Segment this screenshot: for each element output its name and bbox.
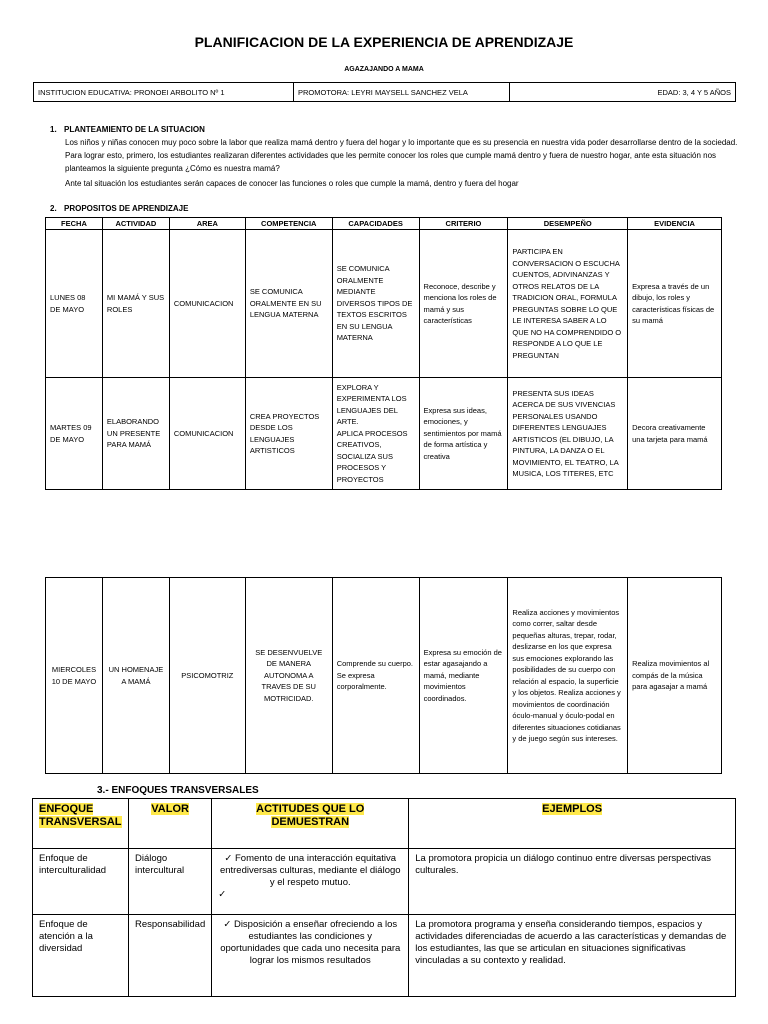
col-area: AREA: [169, 218, 245, 230]
section3-heading: 3.- ENFOQUES TRANSVERSALES: [97, 785, 259, 796]
fecha-cell: MARTES 09 DE MAYO: [46, 378, 103, 490]
competencia-cell: SE COMUNICA ORALMENTE EN SU LENGUA MATERNA: [245, 230, 332, 378]
enfoques-table: [32, 798, 736, 997]
check-icon: ✓: [218, 889, 227, 900]
criterio-cell: Reconoce, describe y menciona los roles de mamá y sus características: [419, 230, 508, 378]
section2-number: 2.: [50, 204, 57, 213]
competencia-cell: CREA PROYECTOS DESDE LOS LENGUAJES ARTISTICOS: [245, 378, 332, 490]
capacidades-cell: SE COMUNICA ORALMENTE MEDIANTE DIVERSOS TIPOS DE TEXTOS ESCRITOS EN SU LENGUA MATERNA: [332, 230, 419, 378]
section1-number: 1.: [50, 125, 57, 134]
enfoque-cell: Enfoque de atención a la diversidad: [33, 915, 129, 997]
area-cell: COMUNICACION: [169, 230, 245, 378]
section1-text2: Ante tal situación los estudiantes serán capaces de conocer las funciones o roles que cumple la mamá, dentro y fuera del hogar: [65, 179, 519, 188]
table-row: [46, 578, 722, 774]
actitudes-cell: [212, 849, 409, 915]
desempeno-cell: Realiza acciones y movimientos como correr, saltar desde pequeñas alturas, trepar, rodar, deslizarse en los que expresa sus emociones explorando las posibilidades de su cuerpo con relación al espacio, la superficie y los objetos. Realiza acciones y movimientos de coordinación óculo-manual y óculo-podal en diferentes situaciones cotidianas y de juego según sus intereses.: [508, 578, 628, 774]
subtitle: AGAZAJANDO A MAMA: [344, 66, 424, 73]
col-desempeno: DESEMPEÑO: [508, 218, 628, 230]
propositos-table: [45, 217, 722, 490]
promotora-cell: PROMOTORA: LEYRI MAYSELL SANCHEZ VELA: [294, 83, 510, 102]
actividad-cell: UN HOMENAJE A MAMÁ: [102, 578, 169, 774]
competencia-cell: SE DESENVUELVE DE MANERA AUTONOMA A TRAVES DE SU MOTRICIDAD.: [245, 578, 332, 774]
col-competencia: COMPETENCIA: [245, 218, 332, 230]
col-ejemplos: EJEMPLOS: [542, 803, 603, 815]
section1-text: Los niños y niñas conocen muy poco sobre la labor que realiza mamá dentro y fuera del hogar y lo importante que es su presencia en nuestra vida poder desarrollarse dentro de la sociedad. Para lograr esto, primero, los estudiantes realizaran diferentes actividades que les permite conocer los roles que cumple mamá dentro y fuera de nuestro hogar, ante esta situación nos planteamos la siguiente pregunta ¿Cómo es nuestra mamá?: [65, 138, 738, 173]
area-cell: PSICOMOTRIZ: [169, 578, 245, 774]
evidencia-cell: Expresa a través de un dibujo, los roles y características físicas de su mamá: [628, 230, 722, 378]
fecha-cell: LUNES 08 DE MAYO: [46, 230, 103, 378]
enfoque-cell: Enfoque de interculturalidad: [33, 849, 129, 915]
valor-cell: Diálogo intercultural: [129, 849, 212, 915]
fecha-cell: MIERCOLES 10 DE MAYO: [46, 578, 103, 774]
criterio-cell: Expresa su emoción de estar agasajando a mamá, mediante movimientos coordinados.: [419, 578, 508, 774]
section2-heading: PROPOSITOS DE APRENDIZAJE: [64, 204, 189, 213]
col-actividad: ACTIVIDAD: [102, 218, 169, 230]
institucion-cell: INSTITUCION EDUCATIVA: PRONOEI ARBOLITO Nº 1: [34, 83, 294, 102]
info-table: [33, 82, 736, 102]
table-row: [46, 230, 722, 378]
capacidades-cell: Comprende su cuerpo. Se expresa corporalmente.: [332, 578, 419, 774]
page-title: PLANIFICACION DE LA EXPERIENCIA DE APRENDIZAJE: [194, 34, 574, 50]
valor-cell: Responsabilidad: [129, 915, 212, 997]
table-row: [46, 378, 722, 490]
ejemplos-cell: La promotora programa y enseña considerando tiempos, espacios y actividades diferenciadas de acuerdo a las características y demandas de los estudiantes, las que se articulan en situaciones significativas vinculadas a su contexto y realidad.: [409, 915, 736, 997]
area-cell: COMUNICACION: [169, 378, 245, 490]
edad-cell: EDAD: 3, 4 Y 5 AÑOS: [510, 83, 736, 102]
col-criterio: CRITERIO: [419, 218, 508, 230]
evidencia-cell: Realiza movimientos al compás de la música para agasajar a mamá: [628, 578, 722, 774]
desempeno-cell: PRESENTA SUS IDEAS ACERCA DE SUS VIVENCIAS PERSONALES USANDO DIFERENTES LENGUAJES ARTISTICOS (EL DIBUJO, LA PINTURA, LA DANZA O EL MOVIMIENTO, EL TEATRO, LA MUSICA, LOS TITERES, ETC: [508, 378, 628, 490]
capacidades-cell: EXPLORA Y EXPERIMENTA LOS LENGUAJES DEL ARTE. APLICA PROCESOS CREATIVOS, SOCIALIZA SUS PROCESOS Y PROYECTOS: [332, 378, 419, 490]
criterio-cell: Expresa sus ideas, emociones, y sentimientos por mamá de forma artística y creativa: [419, 378, 508, 490]
table-row: [33, 915, 736, 997]
col-fecha: FECHA: [46, 218, 103, 230]
propositos-table-continued: [45, 577, 722, 774]
desempeno-cell: PARTICIPA EN CONVERSACION O ESCUCHA CUENTOS, ADIVINANZAS Y OTROS RELATOS DE LA TRADICION ORAL, FORMULA PREGUNTAS SOBRE LO QUE LE INTERESA SABER A LO QUE NO HA COMPRENDIDO O RESPONDE A LO QUE LE PREGUNTAN: [508, 230, 628, 378]
section1-heading: PLANTEAMIENTO DE LA SITUACION: [64, 125, 205, 134]
table-row: [33, 849, 736, 915]
col-evidencia: EVIDENCIA: [628, 218, 722, 230]
col-capacidades: CAPACIDADES: [332, 218, 419, 230]
col-actitudes: ACTITUDES QUE LO DEMUESTRAN: [256, 803, 365, 828]
ejemplos-cell: La promotora propicia un diálogo continuo entre diversas perspectivas culturales.: [409, 849, 736, 915]
col-enfoque: ENFOQUE TRANSVERSAL: [39, 803, 122, 828]
col-valor: VALOR: [151, 803, 189, 815]
actividad-cell: ELABORANDO UN PRESENTE PARA MAMÁ: [102, 378, 169, 490]
actividad-cell: MI MAMÁ Y SUS ROLES: [102, 230, 169, 378]
actitudes-cell: ✓ Disposición a enseñar ofreciendo a los estudiantes las condiciones y oportunidades que cada uno necesita para lograr los mismos resultados: [212, 915, 409, 997]
evidencia-cell: Decora creativamente una tarjeta para mamá: [628, 378, 722, 490]
actitudes-text: ✓ Fomento de una interacción equitativa entrediversas culturas, mediante el diálogo y el respeto mutuo.: [219, 853, 401, 888]
